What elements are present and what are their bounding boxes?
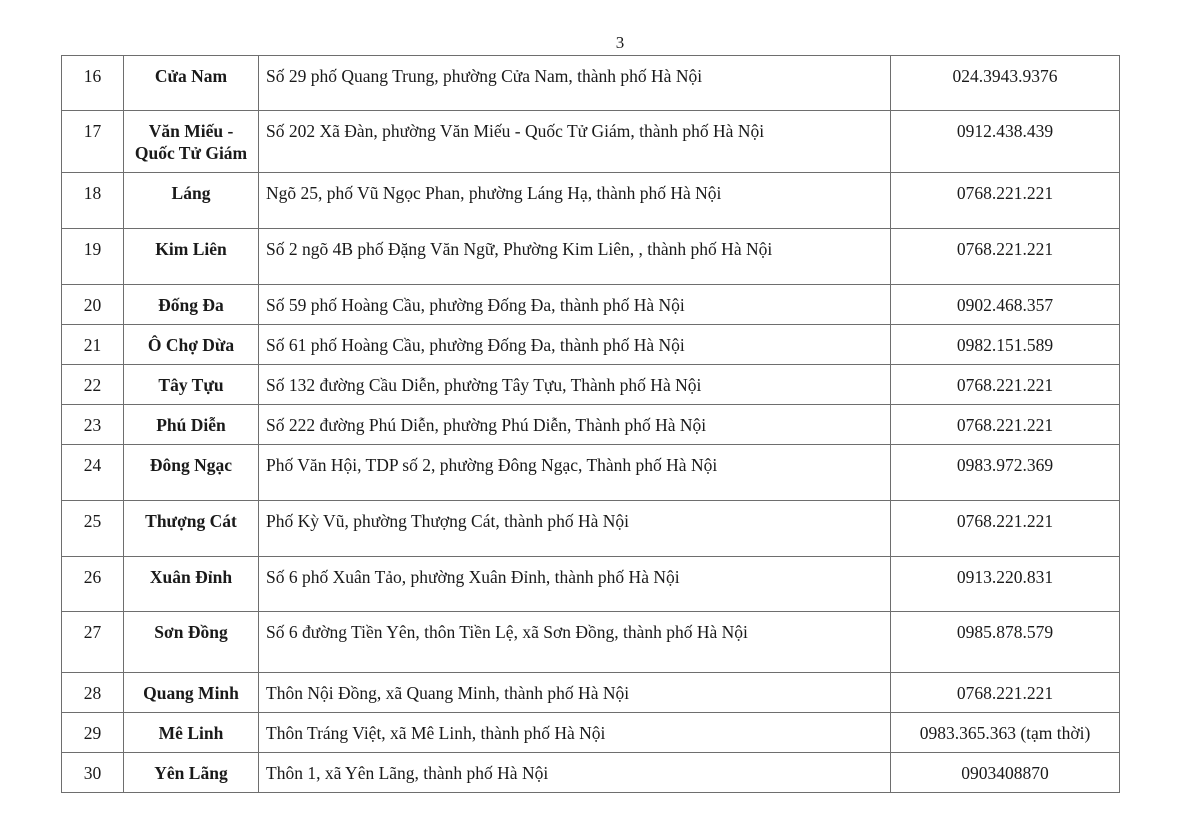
office-phone: 0912.438.439 — [891, 111, 1120, 173]
table-row — [62, 229, 1120, 285]
office-address: Số 222 đường Phú Diễn, phường Phú Diễn, Thành phố Hà Nội — [259, 405, 891, 445]
table-row — [62, 405, 1120, 445]
row-number: 20 — [62, 285, 124, 325]
office-name: Đông Ngạc — [124, 445, 259, 501]
office-address: Thôn Tráng Việt, xã Mê Linh, thành phố Hà Nội — [259, 713, 891, 753]
office-address: Số 132 đường Cầu Diễn, phường Tây Tựu, Thành phố Hà Nội — [259, 365, 891, 405]
table-row — [62, 753, 1120, 793]
office-address: Ngõ 25, phố Vũ Ngọc Phan, phường Láng Hạ, thành phố Hà Nội — [259, 173, 891, 229]
office-address: Số 2 ngõ 4B phố Đặng Văn Ngữ, Phường Kim Liên, , thành phố Hà Nội — [259, 229, 891, 285]
row-number: 27 — [62, 612, 124, 673]
office-name: Cửa Nam — [124, 56, 259, 111]
row-number: 25 — [62, 501, 124, 557]
office-name: Xuân Đỉnh — [124, 557, 259, 612]
table-row — [62, 445, 1120, 501]
office-phone: 0985.878.579 — [891, 612, 1120, 673]
row-number: 29 — [62, 713, 124, 753]
row-number: 22 — [62, 365, 124, 405]
row-number: 17 — [62, 111, 124, 173]
office-phone: 0903408870 — [891, 753, 1120, 793]
office-name: Tây Tựu — [124, 365, 259, 405]
row-number: 16 — [62, 56, 124, 111]
page-number: 3 — [615, 33, 625, 52]
office-phone: 0768.221.221 — [891, 405, 1120, 445]
row-number: 18 — [62, 173, 124, 229]
row-number: 30 — [62, 753, 124, 793]
row-number: 23 — [62, 405, 124, 445]
row-number: 26 — [62, 557, 124, 612]
office-phone: 0982.151.589 — [891, 325, 1120, 365]
table-row — [62, 713, 1120, 753]
office-phone: 0768.221.221 — [891, 673, 1120, 713]
office-phone: 0768.221.221 — [891, 501, 1120, 557]
office-name: Quang Minh — [124, 673, 259, 713]
office-address: Số 29 phố Quang Trung, phường Cửa Nam, thành phố Hà Nội — [259, 56, 891, 111]
table-row — [62, 612, 1120, 673]
office-phone: 0902.468.357 — [891, 285, 1120, 325]
office-name: Kim Liên — [124, 229, 259, 285]
office-address: Số 6 phố Xuân Tảo, phường Xuân Đỉnh, thành phố Hà Nội — [259, 557, 891, 612]
office-phone: 0768.221.221 — [891, 173, 1120, 229]
office-name: Sơn Đồng — [124, 612, 259, 673]
office-address: Số 6 đường Tiền Yên, thôn Tiền Lệ, xã Sơn Đồng, thành phố Hà Nội — [259, 612, 891, 673]
table-row — [62, 56, 1120, 111]
office-phone: 0768.221.221 — [891, 229, 1120, 285]
table-row — [62, 365, 1120, 405]
office-address: Thôn 1, xã Yên Lãng, thành phố Hà Nội — [259, 753, 891, 793]
table-row — [62, 673, 1120, 713]
office-address: Phố Kỳ Vũ, phường Thượng Cát, thành phố Hà Nội — [259, 501, 891, 557]
office-name: Mê Linh — [124, 713, 259, 753]
row-number: 24 — [62, 445, 124, 501]
table-row — [62, 325, 1120, 365]
office-phone: 024.3943.9376 — [891, 56, 1120, 111]
office-phone: 0983.972.369 — [891, 445, 1120, 501]
row-number: 21 — [62, 325, 124, 365]
office-phone: 0768.221.221 — [891, 365, 1120, 405]
office-name: Thượng Cát — [124, 501, 259, 557]
office-address: Số 59 phố Hoàng Cầu, phường Đống Đa, thành phố Hà Nội — [259, 285, 891, 325]
office-address: Số 202 Xã Đàn, phường Văn Miếu - Quốc Tử Giám, thành phố Hà Nội — [259, 111, 891, 173]
table-row — [62, 111, 1120, 173]
office-name: Đống Đa — [124, 285, 259, 325]
office-name: Văn Miếu - Quốc Tử Giám — [124, 111, 259, 173]
table-row — [62, 557, 1120, 612]
table-row — [62, 285, 1120, 325]
office-name: Láng — [124, 173, 259, 229]
office-table — [61, 55, 1120, 793]
table-row — [62, 173, 1120, 229]
office-table-body — [62, 56, 1120, 793]
row-number: 28 — [62, 673, 124, 713]
office-phone: 0913.220.831 — [891, 557, 1120, 612]
office-address: Phố Văn Hội, TDP số 2, phường Đông Ngạc, Thành phố Hà Nội — [259, 445, 891, 501]
row-number: 19 — [62, 229, 124, 285]
office-name: Ô Chợ Dừa — [124, 325, 259, 365]
office-name: Yên Lãng — [124, 753, 259, 793]
office-address: Số 61 phố Hoàng Cầu, phường Đống Đa, thành phố Hà Nội — [259, 325, 891, 365]
table-row — [62, 501, 1120, 557]
office-phone: 0983.365.363 (tạm thời) — [891, 713, 1120, 753]
office-name: Phú Diễn — [124, 405, 259, 445]
office-address: Thôn Nội Đồng, xã Quang Minh, thành phố Hà Nội — [259, 673, 891, 713]
